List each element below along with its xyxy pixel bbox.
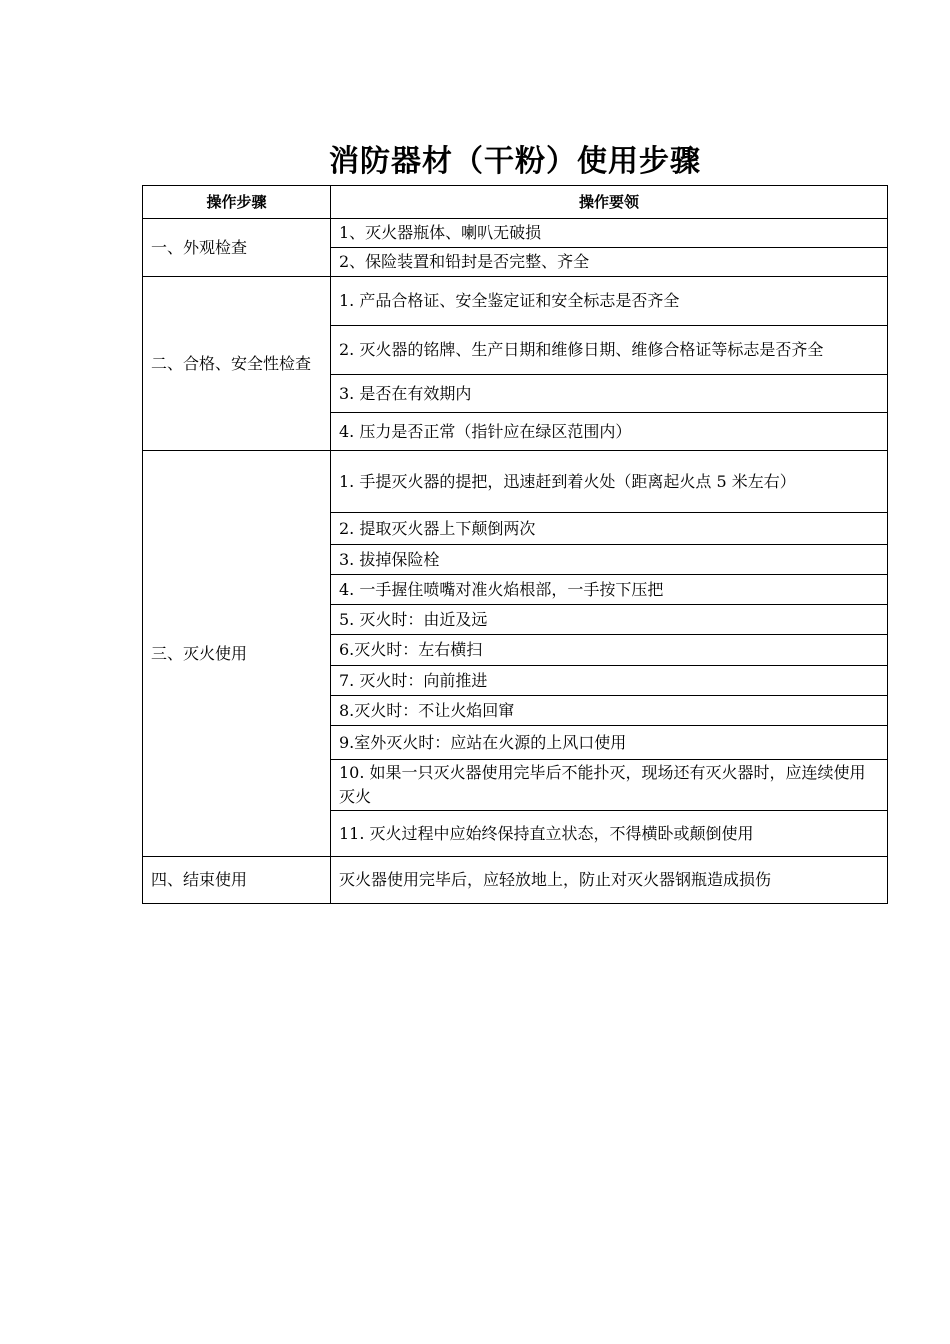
table-header-row	[143, 186, 888, 219]
item-cell: 3. 拔掉保险栓	[331, 545, 888, 575]
step-cell: 一、外观检查	[143, 219, 331, 277]
item-cell: 灭火器使用完毕后，应轻放地上，防止对灭火器钢瓶造成损伤	[331, 857, 888, 904]
item-cell: 3. 是否在有效期内	[331, 375, 888, 413]
table-row	[143, 451, 888, 513]
header-step: 操作步骤	[143, 186, 331, 219]
item-cell: 1. 手提灭火器的提把，迅速赶到着火处（距离起火点 5 米左右）	[331, 451, 888, 513]
item-cell: 2. 灭火器的铭牌、生产日期和维修日期、维修合格证等标志是否齐全	[331, 326, 888, 375]
item-cell: 11. 灭火过程中应始终保持直立状态，不得横卧或颠倒使用	[331, 811, 888, 857]
item-cell: 2、保险装置和铅封是否完整、齐全	[331, 248, 888, 277]
item-cell: 9.室外灭火时：应站在火源的上风口使用	[331, 726, 888, 760]
item-cell: 1、灭火器瓶体、喇叭无破损	[331, 219, 888, 248]
page-title: 消防器材（干粉）使用步骤	[329, 144, 701, 179]
table-row	[143, 277, 888, 326]
step-cell: 四、结束使用	[143, 857, 331, 904]
table-row	[143, 219, 888, 248]
item-cell: 4. 一手握住喷嘴对准火焰根部，一手按下压把	[331, 575, 888, 605]
item-cell: 10. 如果一只灭火器使用完毕后不能扑灭，现场还有灭火器时，应连续使用灭火	[331, 760, 888, 811]
item-cell: 7. 灭火时：向前推进	[331, 666, 888, 696]
item-cell: 2. 提取灭火器上下颠倒两次	[331, 513, 888, 545]
table-row	[143, 857, 888, 904]
item-cell: 4. 压力是否正常（指针应在绿区范围内）	[331, 413, 888, 451]
header-key-points: 操作要领	[331, 186, 888, 219]
step-cell: 二、合格、安全性检查	[143, 277, 331, 451]
item-cell: 5. 灭火时：由近及远	[331, 605, 888, 635]
item-cell: 1. 产品合格证、安全鉴定证和安全标志是否齐全	[331, 277, 888, 326]
fire-extinguisher-steps-table	[142, 185, 888, 904]
item-cell: 8.灭火时：不让火焰回窜	[331, 696, 888, 726]
item-cell: 6.灭火时：左右横扫	[331, 635, 888, 666]
step-cell: 三、灭火使用	[143, 451, 331, 857]
